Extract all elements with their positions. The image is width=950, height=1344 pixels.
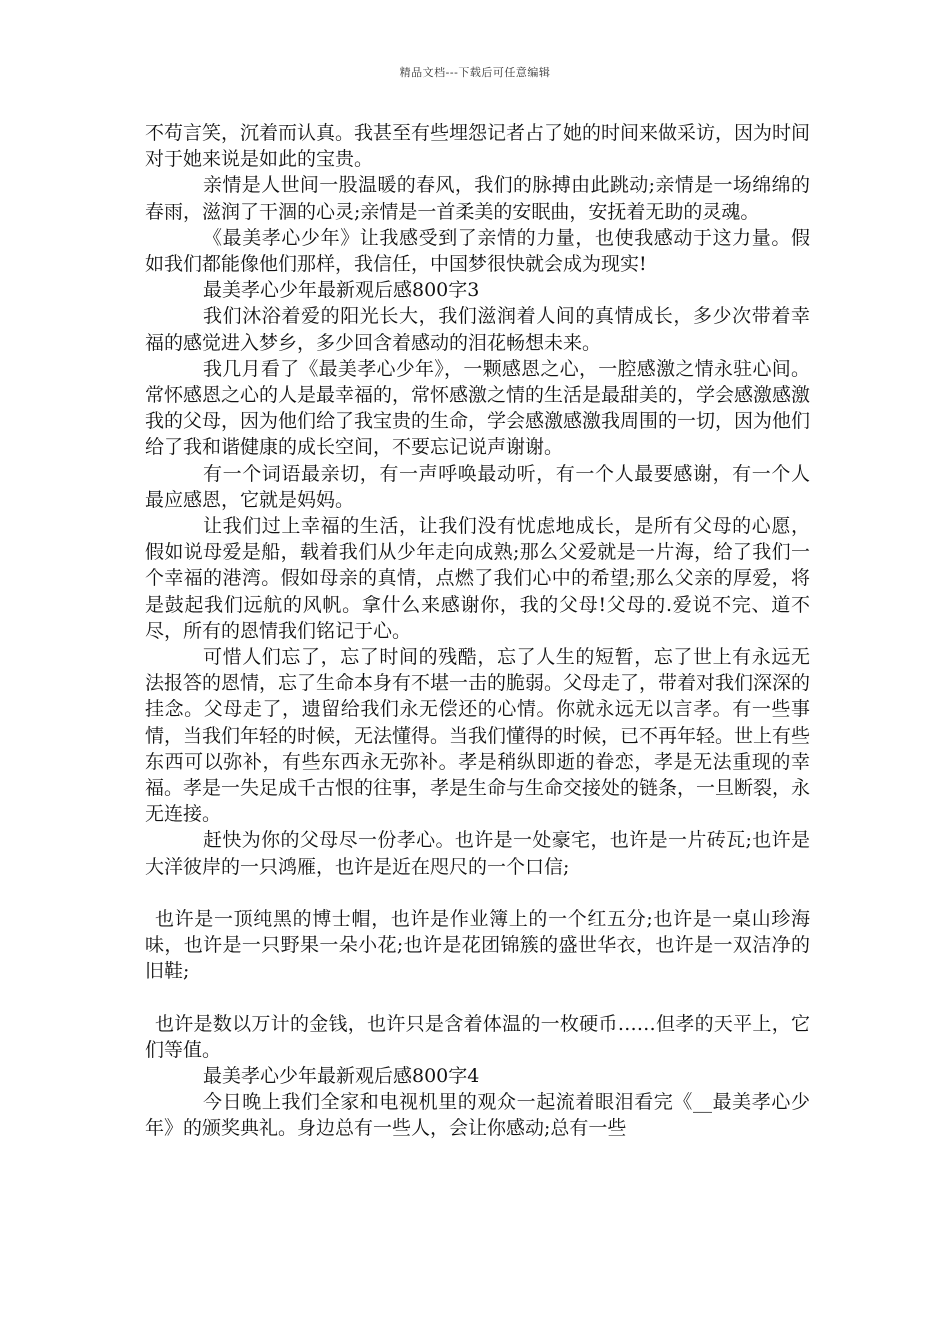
blank-line [145,985,810,1011]
section-heading: 最美孝心少年最新观后感800字3 [203,279,480,302]
paragraph: 让我们过上幸福的生活，让我们没有忧虑地成长，是所有父母的心愿，假如说母爱是船，载着我们从少年走向成熟;那么父爱就是一片海，给了我们一个幸福的港湾。假如母亲的真情，点燃了我们心中的希望;那么父亲的厚爱，将是鼓起我们远航的风帆。拿什么来感谢你，我的父母!父母的.爱说不完、道不尽，所有的恩情我们铭记于心。 [145,515,810,642]
paragraph: 我们沐浴着爱的阳光长大，我们滋润着人间的真情成长，多少次带着幸福的感觉进入梦乡，多少回含着感动的泪花畅想未来。 [145,305,810,354]
section-heading: 最美孝心少年最新观后感800字4 [203,1064,480,1087]
paragraph: 《最美孝心少年》让我感受到了亲情的力量，也使我感动于这力量。假如我们都能像他们那样，我信任，中国梦很快就会成为现实! [145,226,810,276]
paragraph: 可惜人们忘了，忘了时间的残酷，忘了人生的短暂，忘了世上有永远无法报答的恩情，忘了生命本身有不堪一击的脆弱。父母走了，带着对我们深深的挂念。父母走了，遗留给我们永无偿还的心情。你就永远无以言孝。有一些事情，当我们年轻的时候，无法懂得。当我们懂得的时候，已不再年轻。世上有些东西可以弥补，有些东西永无弥补。孝是稍纵即逝的眷恋，孝是无法重现的幸福。孝是一失足成千古恨的往事，孝是生命与生命交接处的链条，一旦断裂，永无连接。 [145,646,811,826]
page-header: 精品文档---下载后可任意编辑 [399,66,551,79]
paragraph: 也许是数以万计的金钱，也许只是含着体温的一枚硬币……但孝的天平上，它们等值。 [145,1012,810,1061]
document-body [145,120,810,1142]
paragraph: 赶快为你的父母尽一份孝心。也许是一处豪宅，也许是一片砖瓦;也许是大洋彼岸的一只鸿雁，也许是近在咫尺的一个口信; [145,829,810,878]
paragraph: 亲情是人世间一股温暖的春风，我们的脉搏由此跳动;亲情是一场绵绵的春雨，滋润了干涸的心灵;亲情是一首柔美的安眠曲，安抚着无助的灵魂。 [145,174,810,223]
paragraph: 我几月看了《最美孝心少年》，一颗感恩之心，一腔感激之情永驻心间。常怀感恩之心的人是最幸福的，常怀感激之情的生活是最甜美的，学会感激感激我的父母，因为他们给了我宝贵的生命，学会感激感激我周围的一切，因为他们给了我和谐健康的成长空间，不要忘记说声谢谢。 [145,357,811,459]
paragraph: 也许是一顶纯黑的博士帽，也许是作业簿上的一个红五分;也许是一桌山珍海味，也许是一只野果一朵小花;也许是花团锦簇的盛世华衣，也许是一双洁净的旧鞋; [145,907,810,983]
paragraph: 今日晚上我们全家和电视机里的观众一起流着眼泪看完《__最美孝心少年》的颁奖典礼。身边总有一些人，会让你感动;总有一些 [145,1091,810,1140]
blank-line [145,880,810,906]
paragraph: 有一个词语最亲切，有一声呼唤最动听，有一个人最要感谢，有一个人最应感恩，它就是妈妈。 [145,462,810,511]
paragraph: 不苟言笑，沉着而认真。我甚至有些埋怨记者占了她的时间来做采访，因为时间对于她来说是如此的宝贵。 [145,122,811,171]
